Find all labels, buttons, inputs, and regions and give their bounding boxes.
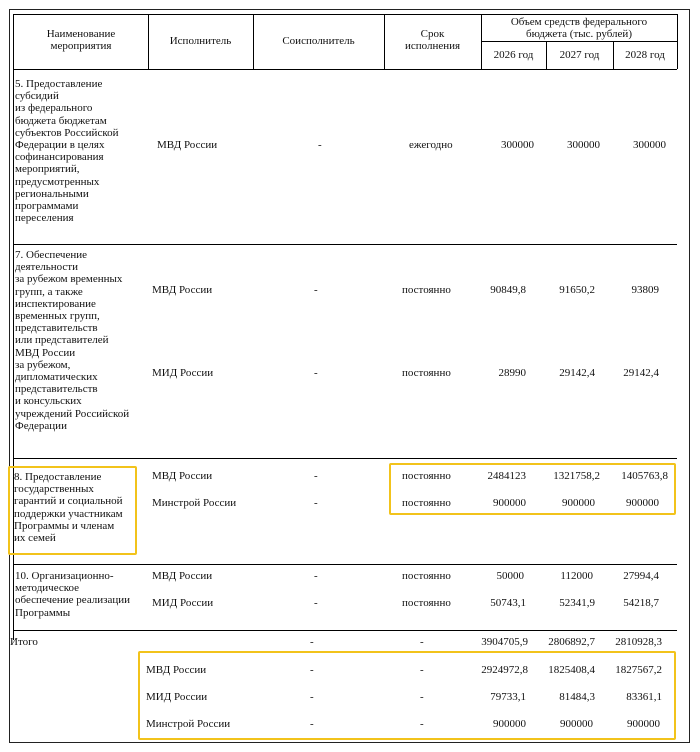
- row-deadline: постоянно: [402, 570, 451, 582]
- breakdown-coexecutor: -: [310, 664, 314, 676]
- breakdown-coexecutor: -: [310, 718, 314, 730]
- row-name: 5. Предоставление субсидий из федерального бюджета бюджетам субъектов Российской Федерации в целях софинансирования мероприятий, предусмотренных региональными программами переселения: [15, 78, 119, 225]
- row-value-2026: 300000: [501, 139, 534, 151]
- row-value-2027: 300000: [567, 139, 600, 151]
- row-value-2026: 50000: [496, 570, 524, 582]
- row-value-2026: 900000: [493, 497, 526, 509]
- row-value-2027: 112000: [560, 570, 593, 582]
- row-value-2028: 1405763,8: [621, 470, 668, 482]
- row-coexecutor: -: [314, 497, 318, 509]
- row-value-2028: 54218,7: [623, 597, 659, 609]
- row-value-2028: 29142,4: [623, 367, 659, 379]
- breakdown-deadline: -: [420, 691, 424, 703]
- total-value-2028: 2810928,3: [615, 636, 662, 648]
- breakdown-value-2026: 2924972,8: [481, 664, 528, 676]
- breakdown-executor: Минстрой России: [146, 718, 231, 730]
- row-executor: Минстрой России: [152, 497, 237, 509]
- row-executor: МВД России: [152, 570, 213, 582]
- breakdown-value-2027: 900000: [560, 718, 593, 730]
- breakdown-executor: МИД России: [146, 691, 208, 703]
- header-deadline: Срок исполнения: [404, 28, 461, 53]
- breakdown-value-2026: 900000: [493, 718, 526, 730]
- row-coexecutor: -: [314, 470, 318, 482]
- header-coexecutor: Соисполнитель: [282, 35, 355, 47]
- row-deadline: постоянно: [402, 284, 451, 296]
- row-value-2026: 2484123: [487, 470, 526, 482]
- row-value-2028: 300000: [633, 139, 666, 151]
- row-executor: МВД России: [157, 139, 218, 151]
- total-label: Итого: [10, 636, 38, 648]
- row-value-2027: 29142,4: [559, 367, 595, 379]
- row-deadline: постоянно: [402, 597, 451, 609]
- total-deadline: -: [420, 636, 424, 648]
- breakdown-value-2027: 1825408,4: [548, 664, 595, 676]
- row-coexecutor: -: [314, 570, 318, 582]
- row-deadline: постоянно: [402, 470, 451, 482]
- row-value-2027: 1321758,2: [553, 470, 600, 482]
- row-value-2027: 900000: [562, 497, 595, 509]
- breakdown-deadline: -: [420, 718, 424, 730]
- total-coexecutor: -: [310, 636, 314, 648]
- row-value-2026: 90849,8: [490, 284, 526, 296]
- row-value-2027: 52341,9: [559, 597, 595, 609]
- row-executor: МВД России: [152, 470, 213, 482]
- header-year-2026: 2026 год: [493, 49, 534, 61]
- row-coexecutor: -: [314, 597, 318, 609]
- row-name: 8. Предоставление государственных гарантий и социальной поддержки участникам Программы и членам их семей: [14, 471, 123, 545]
- row-coexecutor: -: [314, 284, 318, 296]
- row-executor: МИД России: [152, 367, 214, 379]
- row-deadline: постоянно: [402, 497, 451, 509]
- row-name: 10. Организационно- методическое обеспечение реализации Программы: [15, 570, 131, 619]
- breakdown-value-2027: 81484,3: [559, 691, 595, 703]
- header-year-2028: 2028 год: [625, 49, 665, 61]
- breakdown-value-2028: 900000: [627, 718, 660, 730]
- breakdown-executor: МВД России: [146, 664, 207, 676]
- breakdown-deadline: -: [420, 664, 424, 676]
- row-executor: МИД России: [152, 597, 214, 609]
- breakdown-coexecutor: -: [310, 691, 314, 703]
- header-name: Наименование мероприятия: [46, 28, 116, 53]
- row-value-2026: 28990: [498, 367, 526, 379]
- header-budget: Объем средств федерального бюджета (тыс. рублей): [510, 16, 648, 41]
- header-executor: Исполнитель: [169, 35, 232, 47]
- row-coexecutor: -: [318, 139, 322, 151]
- row-value-2026: 50743,1: [490, 597, 526, 609]
- row-value-2027: 91650,2: [559, 284, 595, 296]
- row-deadline: ежегодно: [409, 139, 453, 151]
- breakdown-value-2028: 1827567,2: [615, 664, 662, 676]
- total-value-2026: 3904705,9: [481, 636, 528, 648]
- row-name: 7. Обеспечение деятельности за рубежом временных групп, а также инспектирование временных групп, представительств или представителей МВД России за рубежом, дипломатических представительств и консульских учреждений Российской Федерации: [15, 249, 130, 432]
- row-deadline: постоянно: [402, 367, 451, 379]
- total-value-2027: 2806892,7: [548, 636, 595, 648]
- breakdown-value-2026: 79733,1: [490, 691, 526, 703]
- breakdown-value-2028: 83361,1: [626, 691, 662, 703]
- row-value-2028: 93809: [631, 284, 659, 296]
- row-value-2028: 27994,4: [623, 570, 659, 582]
- row-value-2028: 900000: [626, 497, 659, 509]
- row-coexecutor: -: [314, 367, 318, 379]
- row-executor: МВД России: [152, 284, 213, 296]
- header-year-2027: 2027 год: [559, 49, 600, 61]
